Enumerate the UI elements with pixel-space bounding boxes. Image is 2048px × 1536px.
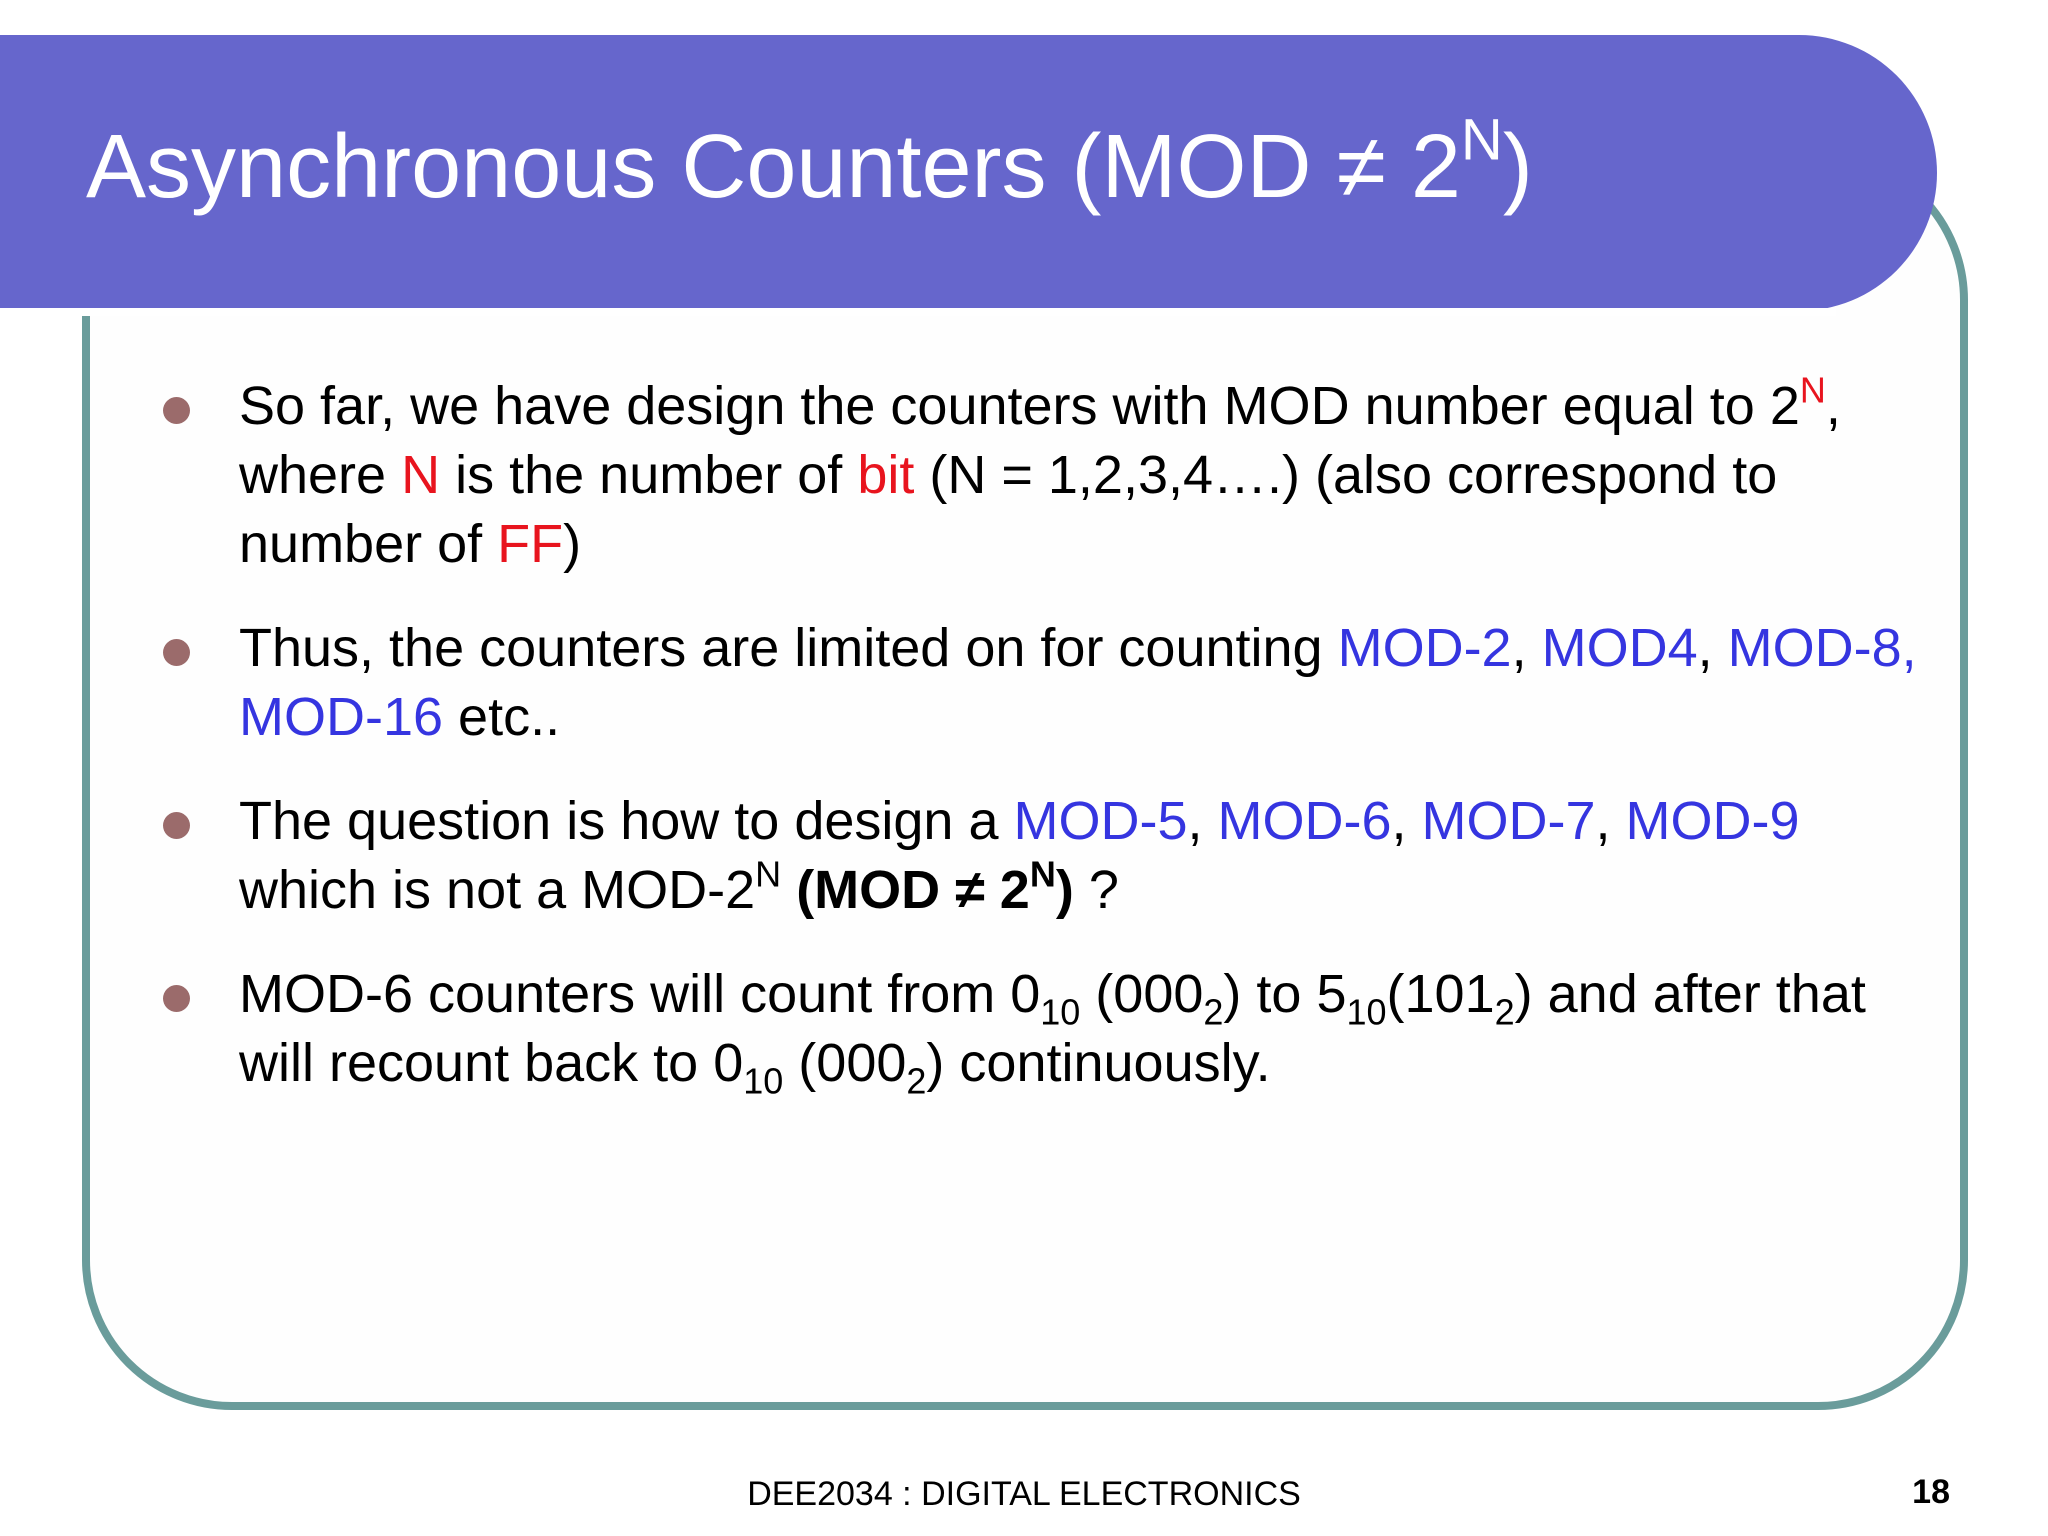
- bullet-bold: (MOD ≠ 2: [796, 860, 1030, 920]
- bullet-text: ,: [1511, 618, 1542, 678]
- bullet-text: (N = 1,2,3,4….) (also correspond to number of: [239, 445, 1778, 574]
- title-main: Asynchronous Counters (MOD ≠ 2: [86, 117, 1461, 217]
- bullet-text: MOD-6 counters will count from 0: [239, 964, 1041, 1024]
- bullet-dot: [163, 812, 190, 839]
- bullet-text: [781, 860, 796, 920]
- bullet-highlight: MOD4: [1541, 618, 1698, 678]
- bullet-highlight: MOD-8, MOD-16: [239, 618, 1917, 747]
- bullet-superscript: N: [1029, 853, 1056, 895]
- bullet-superscript: N: [755, 853, 782, 895]
- bullet-item: [163, 960, 1943, 1102]
- bullet-text: ) to 5: [1223, 964, 1347, 1024]
- bullet-subscript: 10: [1346, 991, 1387, 1033]
- bullet-text: Thus, the counters are limited on for counting: [239, 618, 1338, 678]
- bullet-text: So far, we have design the counters with MOD number equal to 2: [239, 376, 1800, 436]
- bullet-highlight: MOD-7: [1421, 791, 1596, 851]
- bullet-text: The question is how to design a: [239, 791, 1014, 851]
- bullet-text: which is not a MOD-2: [239, 860, 756, 920]
- bullet-text: ,: [1697, 618, 1728, 678]
- bullet-superscript: N: [1799, 369, 1826, 411]
- bullet-bold: ): [1055, 860, 1074, 920]
- bullet-item: [163, 369, 1943, 579]
- bullet-text: (000: [783, 1033, 907, 1093]
- title-superscript: N: [1460, 107, 1503, 173]
- bullet-subscript: 2: [1203, 991, 1224, 1033]
- bullet-subscript: 10: [743, 1060, 784, 1102]
- bullet-text: ,: [1187, 791, 1218, 851]
- bullet-item: [163, 787, 1943, 925]
- bullet-text: , where: [239, 376, 1841, 505]
- bullet-subscript: 2: [1494, 991, 1515, 1033]
- bullet-text: ?: [1073, 860, 1119, 920]
- title-close: ): [1502, 117, 1533, 217]
- bullet-dot: [163, 639, 190, 666]
- bullet-highlight: bit: [857, 445, 915, 505]
- slide-title: [86, 107, 1533, 221]
- bullet-list: [163, 369, 1943, 1133]
- title-underline: [0, 308, 1836, 316]
- bullet-highlight: MOD-5: [1013, 791, 1188, 851]
- bullet-text: is the number of: [440, 445, 858, 505]
- bullet-text: ,: [1391, 791, 1422, 851]
- bullet-text: ) continuously.: [926, 1033, 1271, 1093]
- bullet-text: ,: [1595, 791, 1626, 851]
- bullet-text: etc..: [443, 687, 561, 747]
- bullet-highlight: MOD-9: [1625, 791, 1800, 851]
- bullet-highlight: MOD-2: [1337, 618, 1512, 678]
- bullet-dot: [163, 985, 190, 1012]
- bullet-text: ): [563, 514, 582, 574]
- bullet-subscript: 2: [906, 1060, 927, 1102]
- bullet-dot: [163, 397, 190, 424]
- bullet-highlight: FF: [497, 514, 564, 574]
- bullet-text: (000: [1080, 964, 1204, 1024]
- bullet-highlight: N: [401, 445, 441, 505]
- bullet-highlight: MOD-6: [1217, 791, 1392, 851]
- footer-course-title: DEE2034 : DIGITAL ELECTRONICS: [747, 1475, 1301, 1513]
- bullet-item: [163, 614, 1943, 752]
- bullet-subscript: 10: [1040, 991, 1081, 1033]
- title-banner: [0, 35, 1937, 311]
- bullet-text: ) and after that will recount back to 0: [239, 964, 1866, 1093]
- bullet-text: (101: [1386, 964, 1495, 1024]
- page-number: 18: [1912, 1473, 1950, 1511]
